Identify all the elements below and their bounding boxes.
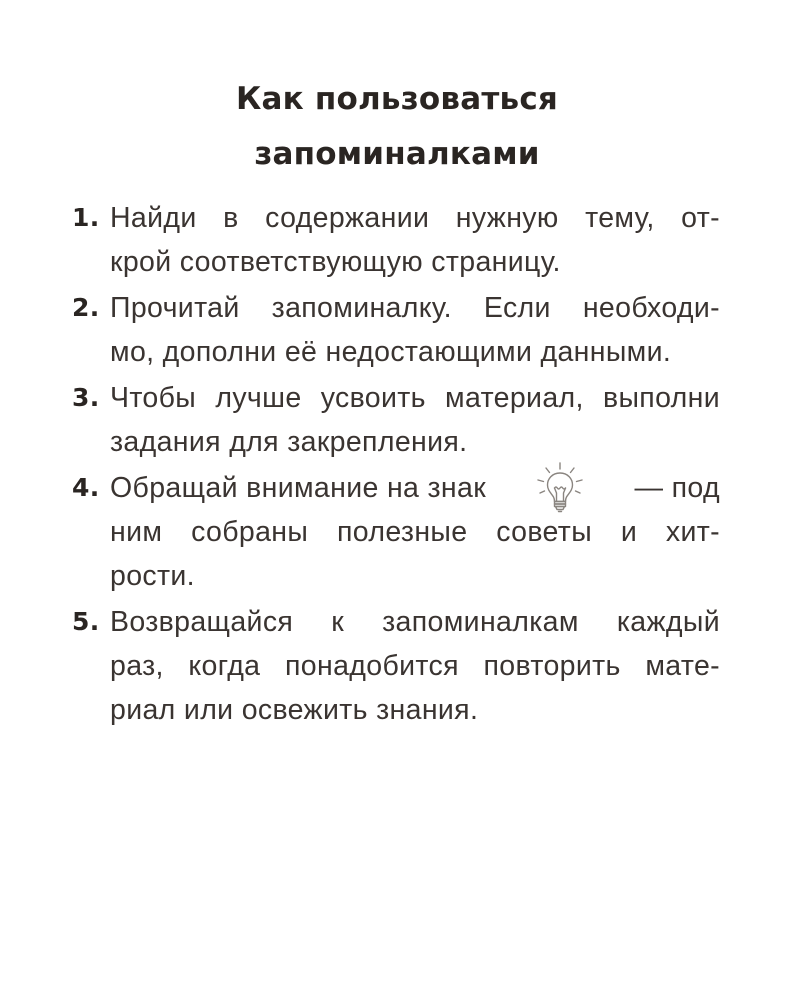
- item-text-after-icon: — под: [634, 472, 720, 504]
- item-number: 5.: [72, 607, 100, 636]
- list-item: [72, 600, 720, 732]
- item-text-line: рости.: [110, 560, 195, 592]
- item-text-line: ним собраны полезные советы и хит-: [110, 516, 720, 548]
- lightbulb-icon: [532, 460, 588, 516]
- list-item: [72, 286, 720, 374]
- item-text-line: мо, дополни её недостающими данными.: [110, 336, 672, 368]
- list-item: [72, 376, 720, 464]
- item-number: 4.: [72, 473, 100, 502]
- item-text-line: Чтобы лучше усвоить материал, выполни: [110, 382, 720, 414]
- item-text-line: Прочитай запоминалку. Если необходи-: [110, 292, 720, 324]
- page-title: [0, 72, 794, 182]
- item-text-line: задания для закрепления.: [110, 426, 468, 458]
- item-text-line: крой соответствующую страницу.: [110, 246, 561, 278]
- item-text-line-with-icon: [110, 466, 720, 510]
- item-text-line: риал или освежить знания.: [110, 694, 479, 726]
- item-text-line: раз, когда понадобится повторить мате-: [110, 650, 720, 682]
- item-text-line: Возвращайся к запоминалкам каждый: [110, 606, 720, 638]
- page-title-line-2: запоминалками: [254, 136, 540, 172]
- item-number: 1.: [72, 203, 100, 232]
- list-item: [72, 196, 720, 284]
- item-text-line: Найди в содержании нужную тему, от-: [110, 202, 720, 234]
- page-title-line-1: Как пользоваться: [235, 81, 558, 117]
- item-number: 2.: [72, 293, 100, 322]
- instructions-list: [72, 196, 720, 732]
- item-number: 3.: [72, 383, 100, 412]
- item-text-before-icon: Обращай внимание на знак: [110, 472, 487, 504]
- list-item: [72, 466, 720, 598]
